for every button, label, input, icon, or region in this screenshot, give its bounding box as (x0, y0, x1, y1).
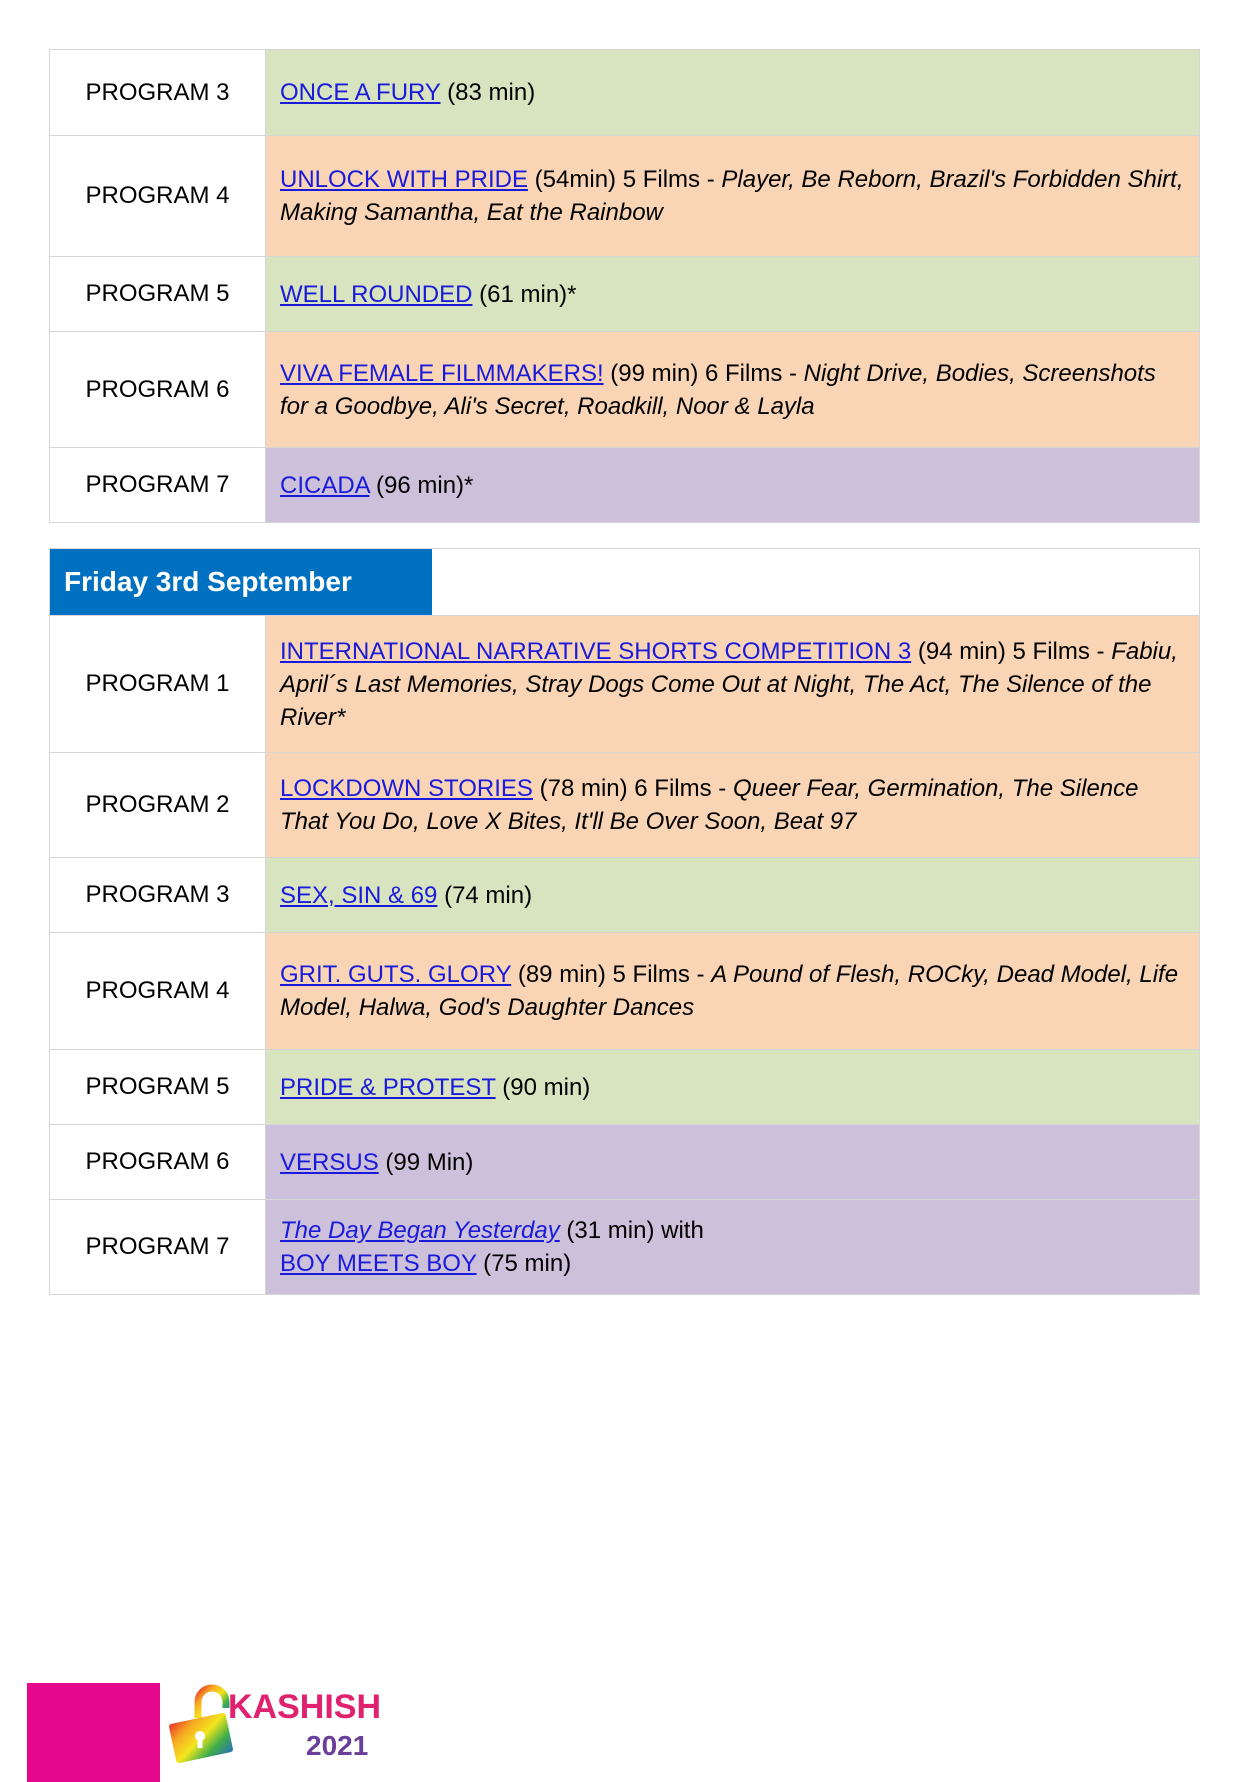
program-link-narrative-shorts[interactable]: INTERNATIONAL NARRATIVE SHORTS COMPETITION 3 (280, 637, 912, 665)
table-row (50, 332, 1200, 448)
program-cell (266, 753, 1200, 857)
program-label: PROGRAM 3 (50, 50, 266, 135)
program-label: PROGRAM 2 (50, 753, 266, 857)
program-details: (83 min) (440, 79, 536, 106)
program-cell (266, 136, 1200, 256)
table-row (50, 448, 1200, 523)
schedule-table-1 (49, 49, 1200, 523)
table-row (50, 858, 1200, 933)
program-link-lockdown-stories[interactable]: LOCKDOWN STORIES (280, 775, 533, 802)
program-label: PROGRAM 6 (50, 332, 266, 447)
program-details: (78 min) 6 Films - (532, 775, 733, 802)
program-label: PROGRAM 1 (50, 616, 266, 752)
table-row (50, 1200, 1200, 1295)
film-list: Night Drive, Bodies, Screenshots for a Goodbye, Ali's Secret, Roadkill, Noor & Layla (280, 359, 1156, 420)
program-link-viva-female-filmmakers[interactable]: VIVA FEMALE FILMMAKERS! (280, 359, 604, 387)
program-cell (266, 257, 1200, 331)
program-link-grit-guts-glory[interactable]: GRIT. GUTS. GLORY (280, 961, 512, 988)
program-cell (266, 933, 1200, 1049)
kashish-logo (168, 1678, 382, 1768)
program-label: PROGRAM 4 (50, 933, 266, 1049)
logo-text: KASHISH (228, 1688, 382, 1726)
program-link-sex-sin-69[interactable]: SEX, SIN & 69 (280, 881, 438, 909)
table-row (50, 50, 1200, 136)
program-link-pride-protest[interactable]: PRIDE & PROTEST (280, 1073, 496, 1101)
program-cell (266, 1200, 1200, 1294)
table-row (50, 1125, 1200, 1200)
program-link-boy-meets-boy[interactable]: BOY MEETS BOY (280, 1250, 477, 1277)
program-details: (31 min) with (559, 1217, 704, 1244)
film-list: Fabiu, April´s Last Memories, Stray Dogs Come Out at Night, The Act, The Silence of the River* (280, 637, 1178, 731)
program-details: (96 min)* (369, 471, 474, 499)
film-list: Player, Be Reborn, Brazil's Forbidden Shirt, Making Samantha, Eat the Rainbow (280, 166, 1184, 226)
program-link-once-a-fury[interactable]: ONCE A FURY (280, 79, 441, 106)
program-cell (266, 1125, 1200, 1199)
film-list: Queer Fear, Germination, The Silence That You Do, Love X Bites, It'll Be Over Soon, Beat 97 (280, 775, 1139, 835)
program-label: PROGRAM 6 (50, 1125, 266, 1199)
table-row (50, 933, 1200, 1050)
program-label: PROGRAM 5 (50, 1050, 266, 1124)
day-header-spacer (432, 549, 1199, 615)
program-details-2: (75 min) (476, 1250, 572, 1277)
program-link-well-rounded[interactable]: WELL ROUNDED (280, 280, 473, 308)
program-link-cicada[interactable]: CICADA (280, 471, 370, 499)
program-label: PROGRAM 5 (50, 257, 266, 331)
program-details: (99 min) 6 Films - (603, 359, 804, 387)
program-cell (266, 858, 1200, 932)
program-link-unlock-with-pride[interactable]: UNLOCK WITH PRIDE (280, 166, 529, 193)
table-row (50, 1050, 1200, 1125)
table-row (50, 136, 1200, 257)
program-label: PROGRAM 7 (50, 448, 266, 522)
table-row (50, 257, 1200, 332)
table-row (50, 753, 1200, 858)
day-title: Friday 3rd September (50, 549, 432, 615)
program-details: (99 Min) (378, 1148, 474, 1176)
program-cell (266, 448, 1200, 522)
program-link-versus[interactable]: VERSUS (280, 1148, 379, 1176)
program-details: (74 min) (437, 881, 533, 909)
program-cell (266, 1050, 1200, 1124)
schedule-table-2 (49, 548, 1200, 1295)
program-details: (54min) 5 Films - (528, 166, 722, 193)
program-label: PROGRAM 7 (50, 1200, 266, 1294)
footer-color-block (27, 1683, 160, 1782)
day-header (50, 549, 1200, 616)
program-label: PROGRAM 4 (50, 136, 266, 256)
program-cell (266, 616, 1200, 752)
logo-year: 2021 (306, 1730, 369, 1761)
program-cell (266, 332, 1200, 447)
program-details: (94 min) 5 Films - (911, 637, 1112, 665)
program-details: (61 min)* (472, 280, 577, 308)
film-list: A Pound of Flesh, ROCky, Dead Model, Life Model, Halwa, God's Daughter Dances (280, 961, 1179, 1021)
table-row (50, 616, 1200, 753)
program-cell (266, 50, 1200, 135)
program-label: PROGRAM 3 (50, 858, 266, 932)
program-link-the-day-began-yesterday[interactable]: The Day Began Yesterday (280, 1217, 560, 1244)
program-details: (90 min) (495, 1073, 591, 1101)
program-details: (89 min) 5 Films - (511, 961, 712, 988)
